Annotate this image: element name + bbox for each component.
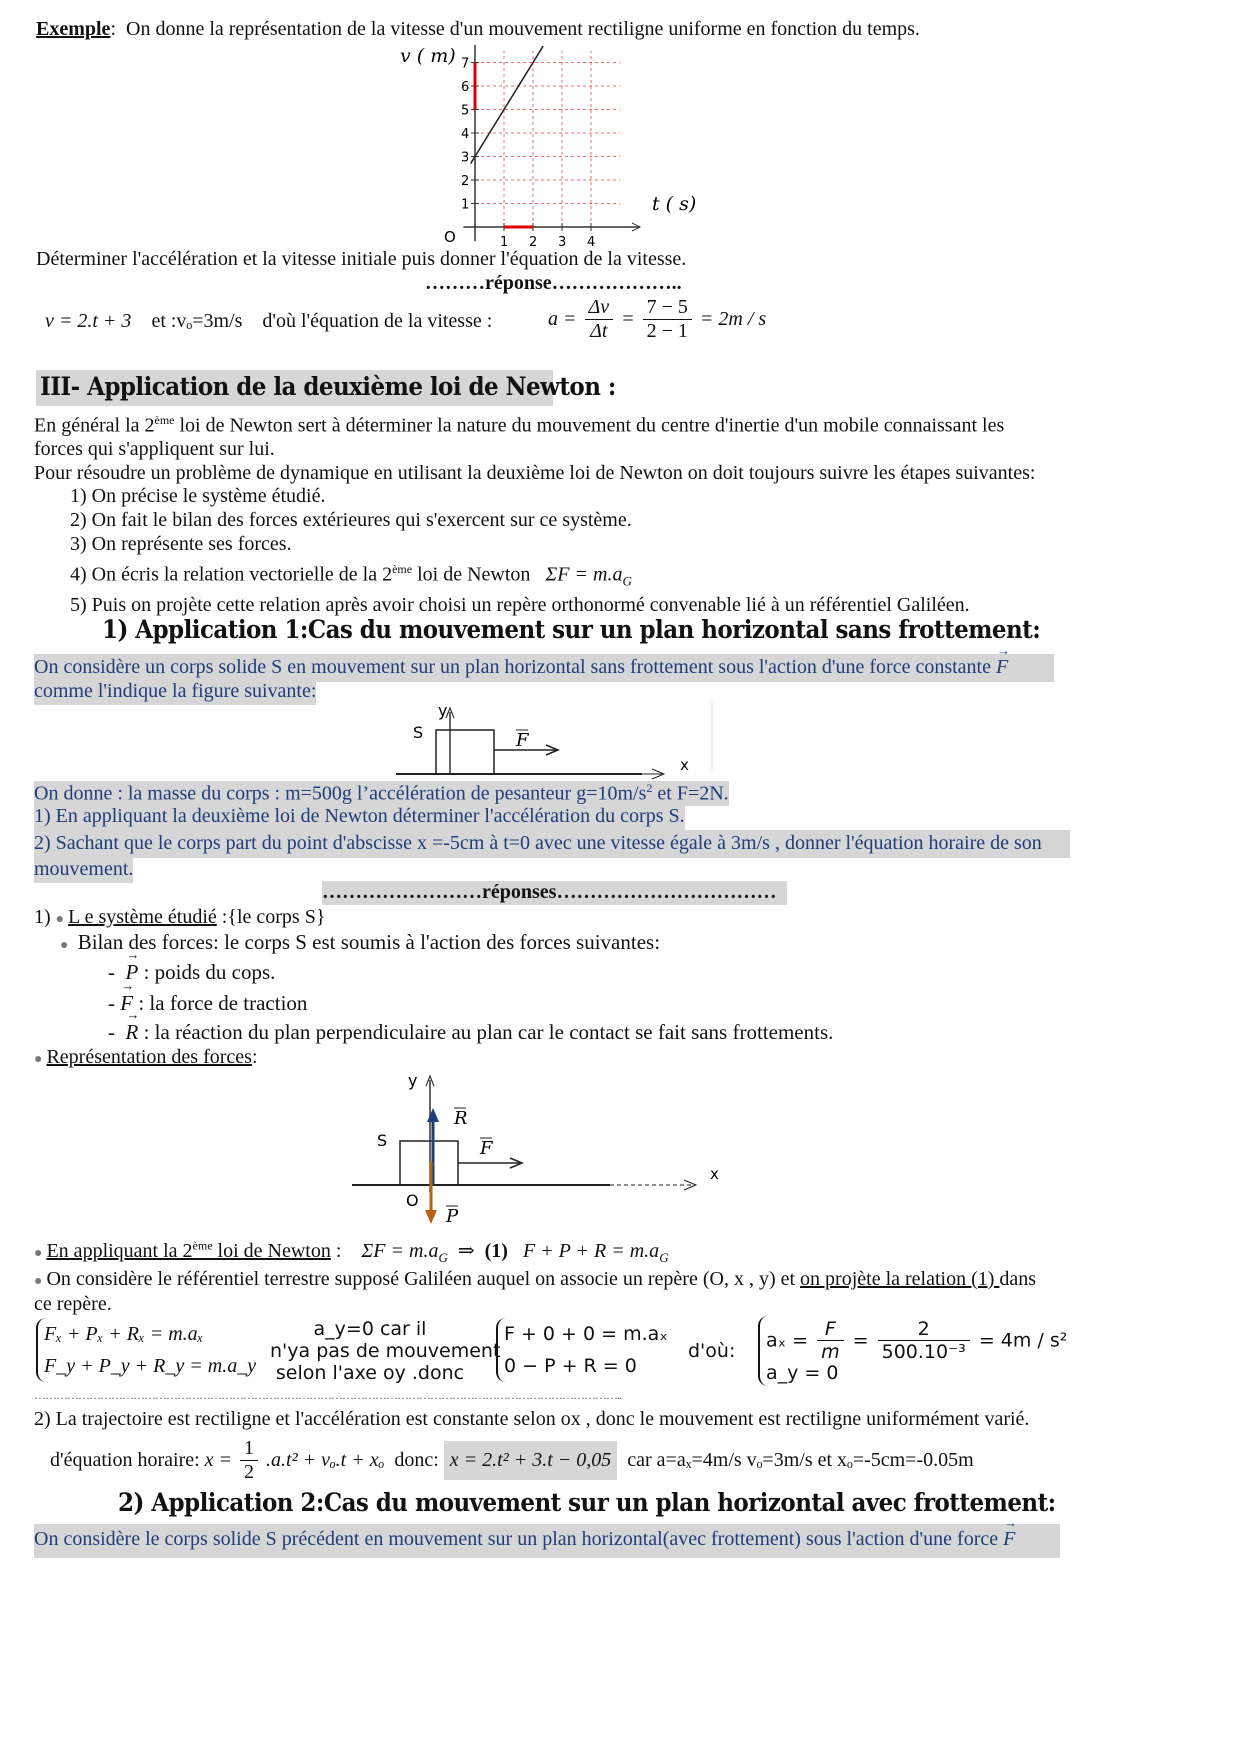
app1-question-2-line2: mouvement. xyxy=(34,858,133,883)
fig1-y-label: y xyxy=(438,701,448,720)
x-tick-label: 4 xyxy=(587,235,596,250)
dotted-separator: …………………………………………………………………………………………………………………………………………….. xyxy=(34,1388,621,1402)
example-answer-header: ………réponse……………….. xyxy=(425,272,682,294)
app2-statement: On considère le corps solide S précédent en mouvement sur un plan horizontal(avec frottement) sous l'action d'une force → F xyxy=(34,1524,1060,1558)
fig1-block xyxy=(436,730,494,774)
step-1: 1) On précise le système étudié. xyxy=(70,485,326,507)
figure-forces-representation xyxy=(340,1066,740,1231)
fig2-P-label: P xyxy=(446,1206,459,1227)
section3-title: III- Application de la deuxième loi de Newton : xyxy=(40,372,616,401)
step-4: 4) On écris la relation vectorielle de la 2ème loi de Newton $\Sigma F = m.a_G$ xyxy=(70,562,632,589)
velocity-line xyxy=(471,46,544,164)
bullet-icon: ● xyxy=(60,938,69,953)
step-2: 2) On fait le bilan des forces extérieures qui s'exercent sur ce système. xyxy=(70,509,632,531)
bullet-icon: ● xyxy=(55,912,65,927)
bullet-icon: ● xyxy=(34,1052,43,1067)
acceleration-formula: a = $\frac{\Delta v}{\Delta t}$ = $\frac{7 - 5}{2 - 1}$ = 2m / s xyxy=(548,296,767,342)
step-3: 3) On représente ses forces. xyxy=(70,533,292,555)
example-statement: Exemple: On donne la représentation de la vitesse d'un mouvement rectiligne uniforme en fonction du temps. xyxy=(36,18,920,40)
app1-statement-line1: On considère un corps solide S en mouvement sur un plan horizontal sans frottement sous l'action d'une force constante → F xyxy=(34,654,1054,682)
fig1-x-label: x xyxy=(680,756,689,774)
app1-answers-header: ……………………réponses…………………………… xyxy=(322,881,787,905)
app2-title: 2) Application 2:Cas du mouvement sur un plan horizontal avec frottement: xyxy=(118,1488,1056,1517)
y-tick-label: 1 xyxy=(461,197,470,213)
fig2-R-label: R xyxy=(454,1108,468,1129)
app1-question-1: 1) En appliquant la deuxième loi de Newton déterminer l'accélération du corps S. xyxy=(34,805,685,830)
v0-text: et :vₒ=3m/s xyxy=(151,310,243,332)
ay-note: a_y=0 car il n'ya pas de mouvement selon l'axe oy .donc xyxy=(270,1318,501,1384)
example-answer-line xyxy=(45,310,492,333)
section3-steps-intro: Pour résoudre un problème de dynamique en utilisant la deuxième loi de Newton on doit toujours suivre les étapes suivantes: xyxy=(34,462,1036,484)
horaire-line: d'équation horaire: x = $\frac{1}{2}$ .a.t² + vₒ.t + xₒ donc: x = 2.t² + 3.t − 0,05 car a=aₓ=4m/s vₒ=3m/s et xₒ=-5cm=-0.05m xyxy=(50,1437,974,1483)
answer-system: 1) ● L e système étudié :{le corps S} xyxy=(34,906,326,928)
example-question: Déterminer l'accélération et la vitesse initiale puis donner l'équation de la vitesse. xyxy=(36,248,687,270)
x-tick-label: 3 xyxy=(558,235,567,250)
y-tick-label: 7 xyxy=(461,56,470,72)
projected-system: F + 0 + 0 = m.aₓ 0 − P + R = 0 xyxy=(496,1318,668,1382)
velocity-equation: v = 2.t + 3 xyxy=(45,310,132,332)
section3-intro: En général la 2ème loi de Newton sert à déterminer la nature du mouvement du centre d'inertie d'un mobile connaissant les xyxy=(34,413,1005,437)
y-tick-label: 6 xyxy=(461,80,470,95)
app1-title: 1) Application 1:Cas du mouvement sur un plan horizontal sans frottement: xyxy=(102,615,1041,644)
y-tick-label: 3 xyxy=(461,150,470,166)
horaire-result: x = 2.t² + 3.t − 0,05 xyxy=(444,1441,617,1480)
referential-line2: ce repère. xyxy=(34,1293,112,1315)
app1-question-2-line1: 2) Sachant que le corps part du point d'abscisse x =-5cm à t=0 avec une vitesse égale à 3m/s , donner l'équation horaire de son xyxy=(34,830,1070,858)
y-tick-label: 2 xyxy=(461,174,470,189)
step-5: 5) Puis on projète cette relation après avoir choisi un repère orthonormé convenable lié à un référentiel Galiléen. xyxy=(70,594,970,616)
newton-formula: ΣF = m.a xyxy=(545,563,623,586)
graph-x-axis-label: t ( s) xyxy=(652,193,697,215)
bullet-icon: ● xyxy=(34,1274,43,1289)
fig2-block xyxy=(400,1141,458,1185)
app1-statement-line2: comme l'indique la figure suivante: xyxy=(34,680,316,705)
force-F-item: - → F : la force de traction xyxy=(108,991,307,1016)
fig2-S-label: S xyxy=(377,1131,388,1150)
fig2-P-arrowhead xyxy=(425,1210,437,1224)
x-tick-label: 1 xyxy=(500,235,509,250)
graph-origin: O xyxy=(444,228,456,246)
acceleration-result-system: aₓ = $\frac{F}{m}$ = $\frac{2}{\text{500.10⁻³}}$ = 4m / s² a_y = 0 xyxy=(758,1316,1067,1386)
y-tick-label: 4 xyxy=(461,127,470,142)
bullet-icon: ● xyxy=(34,1246,43,1261)
representation-heading: ● Représentation des forces: xyxy=(34,1046,258,1068)
fig2-O-label: O xyxy=(406,1191,419,1210)
newton-application-line: ● En appliquant la 2ème loi de Newton : $\Sigma F = m.a_G$ ⇒ (1) $F + P + R = m.a_G$ xyxy=(34,1238,669,1265)
referential-line: ● On considère le référentiel terrestre supposé Galiléen auquel on associe un repère (O, x , y) et on projète la relation (1) dans xyxy=(34,1268,1037,1290)
graph-y-axis-label: v ( m) xyxy=(400,45,456,67)
answer-forces-intro: ● Bilan des forces: le corps S est soumis à l'action des forces suivantes: xyxy=(60,930,661,954)
velocity-time-graph xyxy=(390,42,720,252)
projection-system: Fₓ + Pₓ + Rₓ = m.aₓ F_y + P_y + R_y = m.a_y xyxy=(36,1318,256,1382)
equation-label: d'où l'équation de la vitesse : xyxy=(262,310,493,332)
fig1-F-label: F xyxy=(516,730,529,751)
force-R-item: - → R : la réaction du plan perpendiculaire au plan car le contact se fait sans frottements. xyxy=(108,1020,833,1045)
dou-label: d'où: xyxy=(688,1340,736,1362)
y-tick-label: 5 xyxy=(461,103,470,119)
fig1-S-label: S xyxy=(413,723,424,742)
q2-answer: 2) La trajectoire est rectiligne et l'accélération est constante selon ox , donc le mouvement est rectiligne uniformément varié. xyxy=(34,1408,1030,1430)
example-label: Exemple xyxy=(36,18,111,40)
section3-intro-line2: forces qui s'appliquent sur lui. xyxy=(34,438,275,460)
app1-given: On donne : la masse du corps : m=500g l’accélération de pesanteur $g=10m/s^2$ et F=2N. xyxy=(34,781,729,805)
force-P-item: - → P : poids du cops. xyxy=(108,960,275,985)
fig2-y-label: y xyxy=(408,1071,418,1090)
fig2-R-arrowhead xyxy=(427,1108,439,1122)
fig2-x-label: x xyxy=(710,1165,719,1183)
x-tick-label: 2 xyxy=(529,235,538,250)
fig2-F-label: F xyxy=(480,1138,493,1159)
figure-block-on-plane xyxy=(390,698,720,784)
